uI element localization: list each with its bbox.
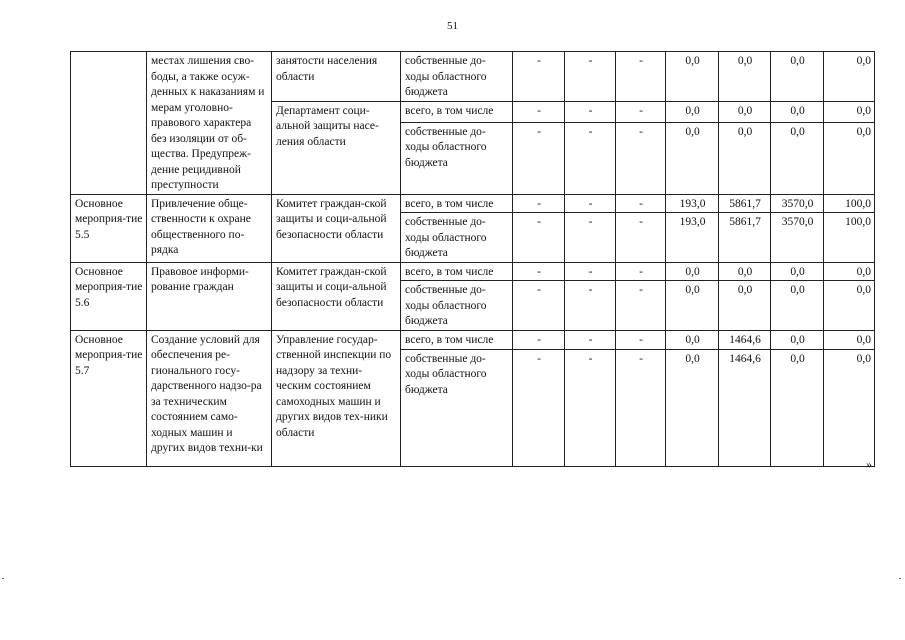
value-cell: 0,0: [771, 281, 824, 331]
funding-source-cell: всего, в том числе: [401, 194, 513, 213]
value-cell: 0,0: [719, 122, 771, 194]
value-cell: 0,0: [771, 101, 824, 122]
value-cell: -: [565, 194, 616, 213]
value-cell: 0,0: [824, 262, 875, 281]
table-row: [71, 330, 875, 349]
value-cell: 1464,6: [719, 330, 771, 349]
value-cell: 0,0: [771, 330, 824, 349]
measure-text-cell: Привлечение обще-ственности к охране общественного по-рядка: [147, 194, 272, 262]
measure-label-cell: Основное мероприя-тие 5.5: [71, 194, 147, 262]
value-cell: 0,0: [666, 52, 719, 102]
value-cell: 0,0: [719, 281, 771, 331]
value-cell: -: [565, 262, 616, 281]
value-cell: -: [565, 213, 616, 263]
funding-source-cell: собственные до-ходы областного бюджета: [401, 213, 513, 263]
value-cell: -: [616, 330, 666, 349]
value-cell: -: [616, 52, 666, 102]
measure-text-cell: местах лишения сво-боды, а также осуж-денных к наказаниям и мерам уголовно-правового характера без изоляции от об-щества. Предупреж-дение рецидивной преступности: [147, 52, 272, 195]
value-cell: -: [513, 281, 565, 331]
value-cell: 0,0: [824, 101, 875, 122]
funding-source-cell: собственные до-ходы областного бюджета: [401, 122, 513, 194]
value-cell: 1464,6: [719, 349, 771, 466]
executor-cell: Комитет граждан-ской защиты и соци-альной безопасности области: [272, 194, 401, 262]
value-cell: -: [565, 101, 616, 122]
value-cell: -: [565, 122, 616, 194]
value-cell: 0,0: [824, 349, 875, 466]
measure-text-cell: Правовое информи-рование граждан: [147, 262, 272, 330]
value-cell: 193,0: [666, 194, 719, 213]
value-cell: 0,0: [719, 52, 771, 102]
value-cell: 0,0: [666, 122, 719, 194]
measure-label-cell: Основное мероприя-тие 5.7: [71, 330, 147, 466]
value-cell: 3570,0: [771, 213, 824, 263]
value-cell: -: [513, 194, 565, 213]
table-row: [71, 194, 875, 213]
value-cell: 0,0: [666, 101, 719, 122]
value-cell: 0,0: [771, 122, 824, 194]
value-cell: 0,0: [666, 262, 719, 281]
value-cell: -: [513, 52, 565, 102]
value-cell: -: [513, 122, 565, 194]
value-cell: 0,0: [824, 122, 875, 194]
value-cell: 0,0: [719, 262, 771, 281]
value-cell: 0,0: [771, 262, 824, 281]
value-cell: -: [616, 122, 666, 194]
funding-source-cell: собственные до-ходы областного бюджета: [401, 349, 513, 466]
program-measures-table: [70, 51, 875, 467]
value-cell: 0,0: [824, 281, 875, 331]
value-cell: 0,0: [824, 330, 875, 349]
value-cell: -: [565, 330, 616, 349]
value-cell: 0,0: [719, 101, 771, 122]
value-cell: -: [513, 262, 565, 281]
funding-source-cell: всего, в том числе: [401, 262, 513, 281]
value-cell: -: [565, 349, 616, 466]
value-cell: -: [513, 349, 565, 466]
measure-label-cell: Основное мероприя-тие 5.6: [71, 262, 147, 330]
value-cell: 0,0: [666, 281, 719, 331]
funding-source-cell: всего, в том числе: [401, 330, 513, 349]
value-cell: -: [513, 101, 565, 122]
value-cell: 3570,0: [771, 194, 824, 213]
table-row: [71, 52, 875, 102]
value-cell: 193,0: [666, 213, 719, 263]
funding-source-cell: всего, в том числе: [401, 101, 513, 122]
scan-edge-mark: [899, 578, 901, 579]
value-cell: -: [565, 52, 616, 102]
value-cell: -: [616, 262, 666, 281]
executor-cell: Комитет граждан-ской защиты и соци-альной безопасности области: [272, 262, 401, 330]
value-cell: -: [616, 194, 666, 213]
value-cell: -: [513, 213, 565, 263]
executor-cell: Департамент соци-альной защиты насе-ления области: [272, 101, 401, 194]
scan-edge-mark: [2, 578, 4, 579]
measure-label-cell: [71, 52, 147, 195]
value-cell: 100,0: [824, 194, 875, 213]
value-cell: 0,0: [666, 330, 719, 349]
value-cell: -: [616, 101, 666, 122]
table-row: [71, 262, 875, 281]
value-cell: 100,0: [824, 213, 875, 263]
executor-cell: занятости населения области: [272, 52, 401, 102]
value-cell: -: [616, 213, 666, 263]
value-cell: 0,0: [771, 52, 824, 102]
funding-source-cell: собственные до-ходы областного бюджета: [401, 52, 513, 102]
value-cell: -: [616, 281, 666, 331]
value-cell: -: [616, 349, 666, 466]
value-cell: -: [513, 330, 565, 349]
value-cell: 5861,7: [719, 213, 771, 263]
page-number: 51: [447, 20, 458, 32]
value-cell: 0,0: [824, 52, 875, 102]
funding-source-cell: собственные до-ходы областного бюджета: [401, 281, 513, 331]
value-cell: 5861,7: [719, 194, 771, 213]
measure-text-cell: Создание условий для обеспечения ре-гионального госу-дарственного надзо-ра за техническим состоянием само-ходных машин и других видов техни-ки: [147, 330, 272, 466]
value-cell: 0,0: [771, 349, 824, 466]
executor-cell: Управление государ-ственной инспекции по надзору за техни-ческим состоянием самоходных машин и других видов тех-ники области: [272, 330, 401, 466]
value-cell: 0,0: [666, 349, 719, 466]
value-cell: -: [565, 281, 616, 331]
closing-quote-mark: »: [866, 457, 872, 471]
